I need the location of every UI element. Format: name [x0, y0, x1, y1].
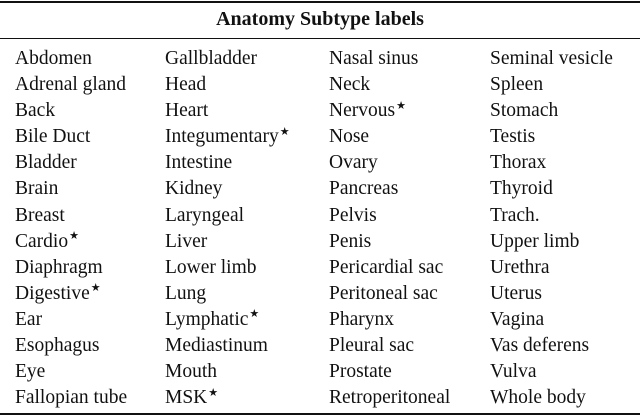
- cell-label: Nose: [329, 126, 370, 148]
- cell-label: Nasal sinus: [329, 48, 419, 69]
- table-cell: [165, 255, 290, 281]
- table-cell: [15, 124, 127, 150]
- cell-label: Pharynx: [329, 308, 394, 330]
- table-cell: [490, 359, 613, 385]
- table-cell: [15, 176, 127, 202]
- table-cell: [15, 385, 127, 411]
- table-cell: [490, 255, 613, 281]
- cell-label: Liver: [165, 230, 208, 252]
- table-cell: [490, 385, 613, 411]
- cell-label: Ovary: [329, 152, 378, 174]
- top-rule: [0, 1, 640, 3]
- table-cell: [165, 203, 290, 229]
- cell-label: Lung: [165, 282, 207, 304]
- cell-label: Eye: [15, 361, 46, 383]
- table-cell: [15, 229, 127, 255]
- table-cell: [165, 229, 290, 255]
- cell-label: Pleural sac: [329, 335, 415, 357]
- table-cell: [329, 359, 450, 385]
- star-marker-icon: ★: [90, 282, 101, 295]
- table-cell: [490, 124, 613, 150]
- cell-label: Pericardial sac: [329, 256, 444, 278]
- cell-label: Brain: [15, 178, 59, 200]
- table-cell: [329, 307, 450, 333]
- cell-label: Digestive: [15, 282, 90, 304]
- cell-label: Gallbladder: [165, 48, 258, 69]
- table-cell: [490, 281, 613, 307]
- cell-label: Diaphragm: [15, 256, 103, 278]
- table-cell: [329, 333, 450, 359]
- cell-label: Testis: [490, 126, 536, 148]
- table-cell: [15, 72, 127, 98]
- cell-label: Peritoneal sac: [329, 282, 438, 304]
- table-caption: Anatomy Subtype labels: [216, 8, 424, 30]
- cell-label: Pancreas: [329, 178, 399, 200]
- table-cell: [165, 150, 290, 176]
- cell-label: Esophagus: [15, 335, 100, 357]
- cell-label: Penis: [329, 230, 372, 252]
- cell-label: Trach.: [490, 204, 540, 226]
- table-column: [165, 46, 290, 411]
- table-cell: [165, 281, 290, 307]
- table-cell: [15, 255, 127, 281]
- table-cell: [490, 307, 613, 333]
- table-cell: [329, 176, 450, 202]
- cell-label: Upper limb: [490, 230, 580, 252]
- cell-label: Mediastinum: [165, 335, 268, 357]
- cell-label: Retroperitoneal: [329, 387, 451, 409]
- star-marker-icon: ★: [69, 230, 79, 243]
- cell-label: Pelvis: [329, 204, 377, 226]
- table-cell: [490, 203, 613, 229]
- table-cell: [15, 307, 127, 333]
- table-cell: [15, 359, 127, 385]
- table-cell: [15, 98, 127, 124]
- star-marker-icon: ★: [396, 99, 406, 112]
- cell-label: Vagina: [490, 308, 545, 330]
- star-marker-icon: ★: [249, 308, 260, 321]
- cell-label: MSK: [165, 387, 208, 409]
- cell-label: Breast: [15, 204, 65, 226]
- cell-label: Vulva: [490, 361, 537, 383]
- cell-label: Integumentary: [165, 126, 279, 148]
- table-cell: [165, 176, 290, 202]
- table-cell: [165, 359, 290, 385]
- table-cell: [490, 72, 613, 98]
- table-cell: [329, 124, 450, 150]
- cell-label: Head: [165, 74, 207, 96]
- header-rule: [0, 38, 640, 39]
- cell-label: Adrenal gland: [15, 74, 127, 96]
- table-cell: [329, 46, 450, 72]
- table-cell: [329, 281, 450, 307]
- cell-label: Bile Duct: [15, 126, 91, 148]
- table-column: [15, 46, 127, 411]
- table-cell: [165, 385, 290, 411]
- table-cell: [165, 98, 290, 124]
- table-cell: [490, 229, 613, 255]
- table-column: [329, 46, 450, 411]
- cell-label: Prostate: [329, 361, 392, 383]
- cell-label: Lymphatic: [165, 308, 249, 330]
- cell-label: Fallopian tube: [15, 387, 128, 409]
- table-cell: [329, 150, 450, 176]
- cell-label: Lower limb: [165, 256, 257, 278]
- cell-label: Whole body: [490, 387, 586, 409]
- table-cell: [329, 385, 450, 411]
- cell-label: Spleen: [490, 74, 544, 96]
- cell-label: Vas deferens: [490, 335, 590, 357]
- table-column: [490, 46, 613, 411]
- star-marker-icon: ★: [279, 125, 290, 138]
- table-cell: [490, 98, 613, 124]
- cell-label: Ear: [15, 308, 43, 330]
- table-cell: [490, 150, 613, 176]
- table-cell: [165, 124, 290, 150]
- cell-label: Abdomen: [15, 48, 92, 69]
- table-cell: [165, 307, 290, 333]
- cell-label: Heart: [165, 100, 209, 122]
- cell-label: Mouth: [165, 361, 218, 383]
- cell-label: Thorax: [490, 152, 547, 174]
- bottom-rule: [0, 413, 640, 415]
- table-cell: [490, 333, 613, 359]
- cell-label: Laryngeal: [165, 204, 245, 226]
- table-cell: [329, 72, 450, 98]
- cell-label: Urethra: [490, 256, 550, 278]
- table-cell: [15, 150, 127, 176]
- cell-label: Back: [15, 100, 56, 122]
- table-cell: [15, 333, 127, 359]
- table-cell: [15, 46, 127, 72]
- cell-label: Neck: [329, 74, 371, 96]
- table-cell: [329, 203, 450, 229]
- table-cell: [15, 203, 127, 229]
- table-cell: [165, 46, 290, 72]
- table-cell: [15, 281, 127, 307]
- cell-label: Kidney: [165, 178, 223, 200]
- cell-label: Bladder: [15, 152, 77, 174]
- cell-label: Nervous: [329, 100, 396, 122]
- cell-label: Cardio: [15, 230, 69, 252]
- table-cell: [490, 46, 613, 72]
- cell-label: Intestine: [165, 152, 233, 174]
- table-cell: [165, 72, 290, 98]
- cell-label: Thyroid: [490, 178, 553, 200]
- table-cell: [329, 255, 450, 281]
- table-cell: [490, 176, 613, 202]
- table-cell: [329, 98, 450, 124]
- cell-label: Uterus: [490, 282, 542, 304]
- cell-label: Stomach: [490, 100, 559, 122]
- star-marker-icon: ★: [208, 386, 219, 399]
- table-cell: [165, 333, 290, 359]
- table-cell: [329, 229, 450, 255]
- cell-label: Seminal vesicle: [490, 48, 613, 69]
